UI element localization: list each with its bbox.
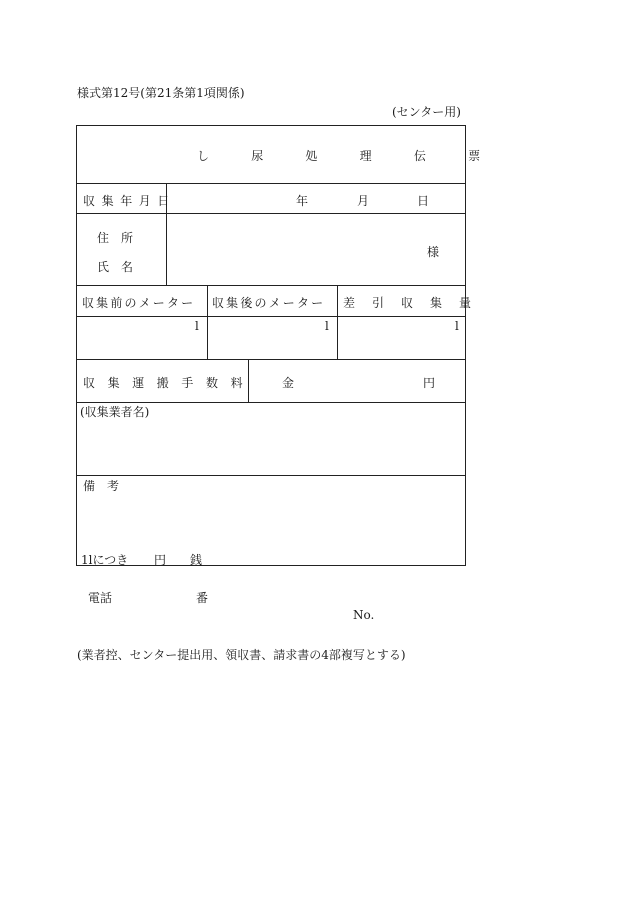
rate-sen-label: 銭: [190, 553, 203, 567]
collector-name-label: (収集業者名): [80, 405, 150, 419]
phone-label: 電話: [88, 591, 113, 605]
copy-label: (センター用): [392, 105, 461, 119]
meter-before-unit: l: [195, 319, 199, 333]
rule-meter-header-bottom: [77, 316, 465, 317]
meter-after-unit: l: [325, 319, 329, 333]
month-label: 月: [357, 194, 370, 208]
net-collected-header: 差 引 収 集 量: [343, 296, 478, 310]
remarks-label: 備 考: [83, 479, 120, 493]
rule-address-bottom: [77, 285, 465, 286]
rule-date-bottom: [77, 213, 465, 214]
fee-yen-label: 円: [423, 376, 436, 390]
meter-after-header: 収集後のメーター: [212, 296, 326, 310]
name-label: 氏 名: [97, 260, 134, 274]
copies-note: (業者控、センター提出用、領収書、請求書の4部複写とする): [77, 648, 406, 662]
collection-date-label: 収集年月日: [83, 194, 177, 208]
rule-meter-values-bottom: [77, 359, 465, 360]
fee-label: 収集運搬手数料: [83, 376, 256, 390]
rule-title-bottom: [77, 183, 465, 184]
slip-number-label: No.: [353, 608, 375, 622]
meter-before-header: 収集前のメーター: [82, 296, 196, 310]
form-number-label: 様式第12号(第21条第1項関係): [77, 86, 245, 100]
night-soil-slip-form: [76, 125, 500, 567]
rule-meter-col-2: [337, 285, 338, 359]
day-label: 日: [417, 194, 430, 208]
rule-meter-col-1: [207, 285, 208, 359]
address-label: 住 所: [97, 231, 134, 245]
slip-title: し 尿 処 理 伝 票: [197, 149, 500, 163]
net-collected-unit: l: [455, 319, 459, 333]
honorific-sama: 様: [427, 245, 440, 259]
rate-prefix: 1lにつき: [81, 553, 129, 567]
phone-number-suffix: 番: [196, 591, 209, 605]
rate-yen-label: 円: [154, 553, 167, 567]
year-label: 年: [296, 194, 309, 208]
rule-collector-bottom: [77, 475, 465, 476]
amount-label: 金: [282, 376, 295, 390]
